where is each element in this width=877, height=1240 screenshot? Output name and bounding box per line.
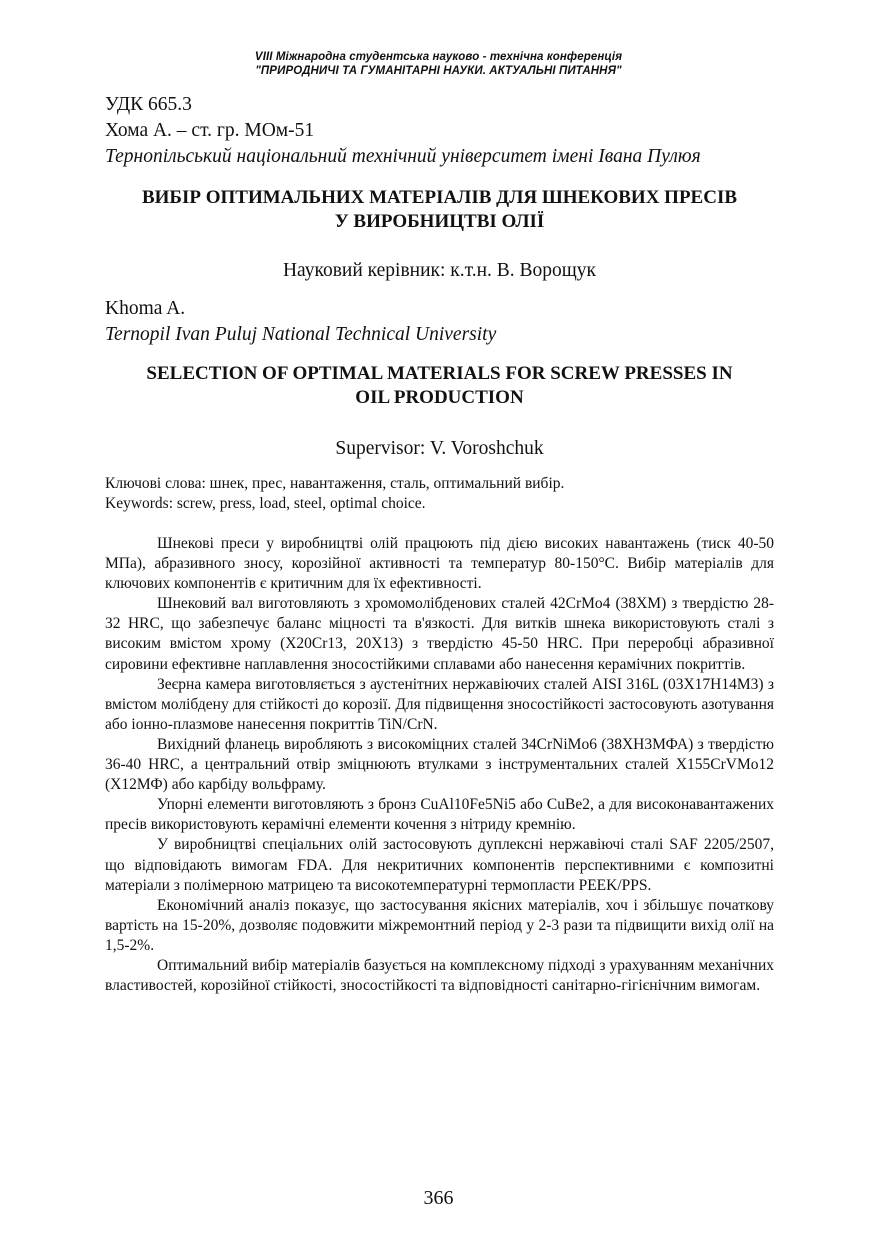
supervisor-ua: Науковий керівник: к.т.н. В. Ворощук bbox=[282, 260, 597, 281]
body-paragraph: Зеєрна камера виготовляється з аустенітних нержавіючих сталей AISI 316L (03Х17Н14М3) з вмістом молібдену для стійкості до корозії. Для підвищення зносостійкості застосовують азотування або іонно-плазмове нанесення покриттів TiN/CrN. bbox=[105, 675, 774, 733]
conference-subtitle: "ПРИРОДНИЧІ ТА ГУМАНІТАРНІ НАУКИ. АКТУАЛЬНІ ПИТАННЯ" bbox=[255, 65, 622, 77]
body-paragraph: У виробництві спеціальних олій застосовують дуплексні нержавіючі сталі SAF 2205/2507, що відповідають вимогам FDA. Для некритичних компонентів перспективними є композитні матеріали з полімерною матрицею та високотемпературні термопласти PEEK/PPS. bbox=[105, 836, 774, 894]
author-ua: Хома А. – ст. гр. МОм-51 bbox=[105, 120, 315, 141]
keywords-en: Keywords: screw, press, load, steel, optimal choice. bbox=[105, 495, 426, 512]
page-number: 366 bbox=[423, 1187, 454, 1209]
body-paragraph: Вихідний фланець виробляють з високоміцних сталей 34CrNiMo6 (38ХН3МФА) з твердістю 36-40 HRC, а центральний отвір зміцнюють втулками з інструментальних сталей X155CrVMo12 (Х12МФ) або карбіду вольфраму. bbox=[105, 735, 774, 794]
affiliation-ua: Тернопільський національний технічний університет імені Івана Пулюя bbox=[105, 146, 701, 167]
body-paragraph: Економічний аналіз показує, що застосування якісних матеріалів, хоч і збільшує початкову вартість на 15-20%, дозволяє подовжити міжремонтний період у 2-3 рази та підвищити вихід олії на 1,5-2%. bbox=[105, 896, 774, 954]
body-paragraph: Упорні елементи виготовляють з бронз CuAl10Fe5Ni5 або CuBe2, а для високонавантажених пресів використовують керамічні елементи кочення з нітриду кремнію. bbox=[105, 796, 774, 834]
conference-header bbox=[0, 50, 877, 78]
body-paragraph: Оптимальний вибір матеріалів базується на комплексному підході з урахуванням механічних властивостей, корозійної стійкості, зносостійкості та відповідності санітарно-гігієнічним вимогам. bbox=[105, 956, 774, 995]
article-body bbox=[105, 534, 774, 996]
body-paragraph: Шнековий вал виготовляють з хромомолібденових сталей 42CrMo4 (38ХМ) з твердістю 28-32 HRC, що забезпечує баланс міцності та в'язкості. Для витків шнека використовують сталі з високим вмістом хрому (X20Cr13, 20Х13) з твердістю 45-50 HRC. При переробці абразивної сировини ефективне наплавлення зносостійкими сплавами або нанесення керамічних покриттів. bbox=[105, 595, 774, 673]
conference-title: VIII Міжнародна студентська науково - технічна конференція bbox=[254, 51, 623, 63]
supervisor-en: Supervisor: V. Voroshchuk bbox=[335, 438, 544, 459]
title-en-line1: SELECTION OF OPTIMAL MATERIALS FOR SCREW PRESSES IN bbox=[146, 363, 733, 384]
keywords-ua: Ключові слова: шнек, прес, навантаження, сталь, оптимальний вибір. bbox=[105, 475, 565, 492]
article-content bbox=[105, 92, 774, 996]
author-en: Khoma A. bbox=[105, 298, 186, 319]
title-en-line2: OIL PRODUCTION bbox=[355, 387, 524, 408]
affiliation-en: Ternopil Ivan Puluj National Technical University bbox=[105, 324, 497, 345]
udc-code: УДК 665.3 bbox=[105, 94, 192, 115]
title-ua-line1: ВИБІР ОПТИМАЛЬНИХ МАТЕРІАЛІВ ДЛЯ ШНЕКОВИХ ПРЕСІВ bbox=[141, 187, 738, 208]
title-ua-line2: У ВИРОБНИЦТВІ ОЛІЇ bbox=[334, 211, 545, 232]
body-paragraph: Шнекові преси у виробництві олій працюють під дією високих навантажень (тиск 40-50 МПа), абразивного зносу, корозійної активності та температур 80-150°C. Вибір матеріалів для ключових компонентів є критичним для їх ефективності. bbox=[105, 535, 774, 593]
